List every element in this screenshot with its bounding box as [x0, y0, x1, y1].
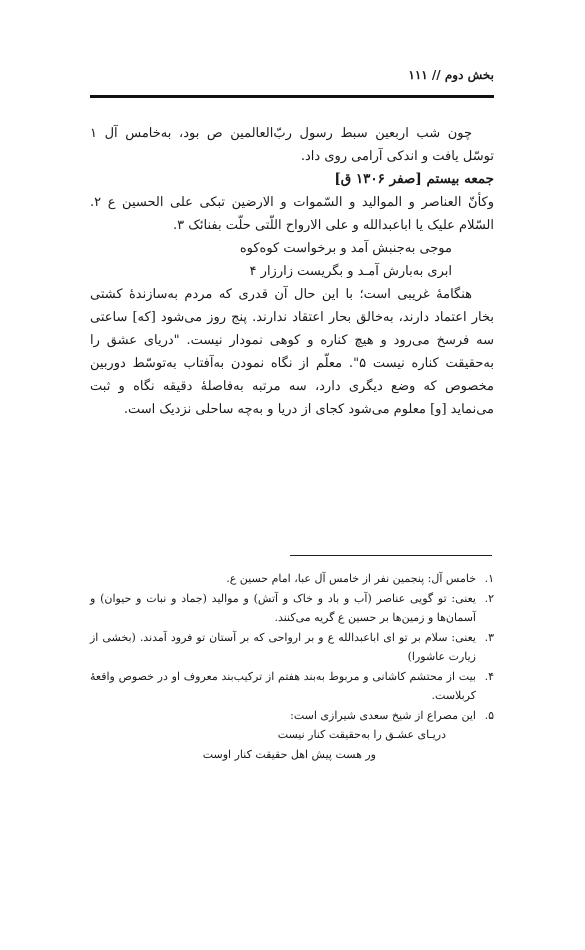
footnote-text: بیت از محتشم کاشانی و مربوط به‌بند هفتم از ترکیب‌بند معروف او در خصوص واقعهٔ کربلاست.: [90, 669, 476, 702]
footnote-text: یعنی: تو گویی عناصر (آب و باد و خاک و آتش) و موالید (جماد و نبات و حیوان) و آسمان‌ها و زمین‌ها بر حسین ع گریه می‌کنند.: [90, 591, 476, 624]
footnote-4: [90, 667, 494, 706]
header-rule: [90, 95, 494, 98]
main-text: [90, 122, 494, 421]
running-header: بخش دوم // ۱۱۱: [408, 68, 494, 82]
footnote-number: ۲.: [484, 591, 494, 605]
footnote-2: [90, 589, 494, 628]
footnote-number: ۱.: [484, 572, 494, 585]
footnote-5-verse-2: ور هست پیش اهل حقیقت کنار اوست: [202, 747, 376, 761]
verse-line-2: ابری به‌بارش آمـد و بگریست زارزار ۴: [249, 264, 452, 279]
footnote-number: ۳.: [484, 630, 494, 644]
footnote-5: [90, 706, 494, 726]
footnote-5-verse-1: دریـای عشـق را به‌حقیقت کنار نیست: [277, 728, 446, 741]
footnote-text: خامس آل: پنجمین نفر از خامس آل عبا، امام حسین ع.: [226, 572, 476, 585]
footnote-number: ۵.: [484, 708, 494, 722]
footnote-text: این مصراع از شیخ سعدی شیرازی است:: [290, 708, 476, 722]
footnotes: [90, 569, 494, 764]
footnote-rule: [290, 555, 492, 556]
paragraph-2: وکأنّ العناصر و المواليد و السّموات و الارضين تبكى على الحسين ع ۲. السّلام عليک يا اباعبدالله و على الارواح اللّتى حلّت بفنائک ۳.: [90, 195, 494, 233]
footnote-text: یعنی: سلام بر تو ای اباعبدالله ع و بر ارواحی که بر آستان تو فرود آمدند. (بخشی از زیارت عاشورا): [90, 630, 476, 663]
verse-line-1: موجی به‌جنبش آمد و برخواست کوه‌کوه: [239, 241, 452, 256]
section-heading: جمعه بیستم [صفر ۱۳۰۶ ق]: [334, 171, 494, 187]
paragraph-3: هنگامهٔ غریبی است؛ با این حال آن قدری که مردم به‌سازندهٔ کشتی بخار اعتماد دارند، به‌خالق بحار اعتقاد ندارند. پنج روز می‌شود [که] ساعتی سه فرسخ می‌رود و هیچ کناره و کوهی نمودار نیست. "دریای عشق را به‌حقیقت کناره نیست ۵". معلّم از نگاه نمودن به‌آفتاب به‌توسّط دوربین مخصوص که وضع دیگری دارد، سه مرتبه به‌فاصلهٔ دقیقه نگاه و ثبت می‌نماید [و] معلوم می‌شود کجای از دریا و به‌چه ساحلی نزدیک است.: [90, 287, 494, 417]
footnote-number: ۴.: [484, 669, 494, 683]
paragraph-1: چون شب اربعین سبط رسول ربّ‌العالمین ص بود، به‌خامس آل ۱ توسّل یافت و اندکی آرامی روی داد.: [90, 126, 494, 164]
footnote-3: [90, 628, 494, 667]
footnote-1: [90, 569, 494, 589]
